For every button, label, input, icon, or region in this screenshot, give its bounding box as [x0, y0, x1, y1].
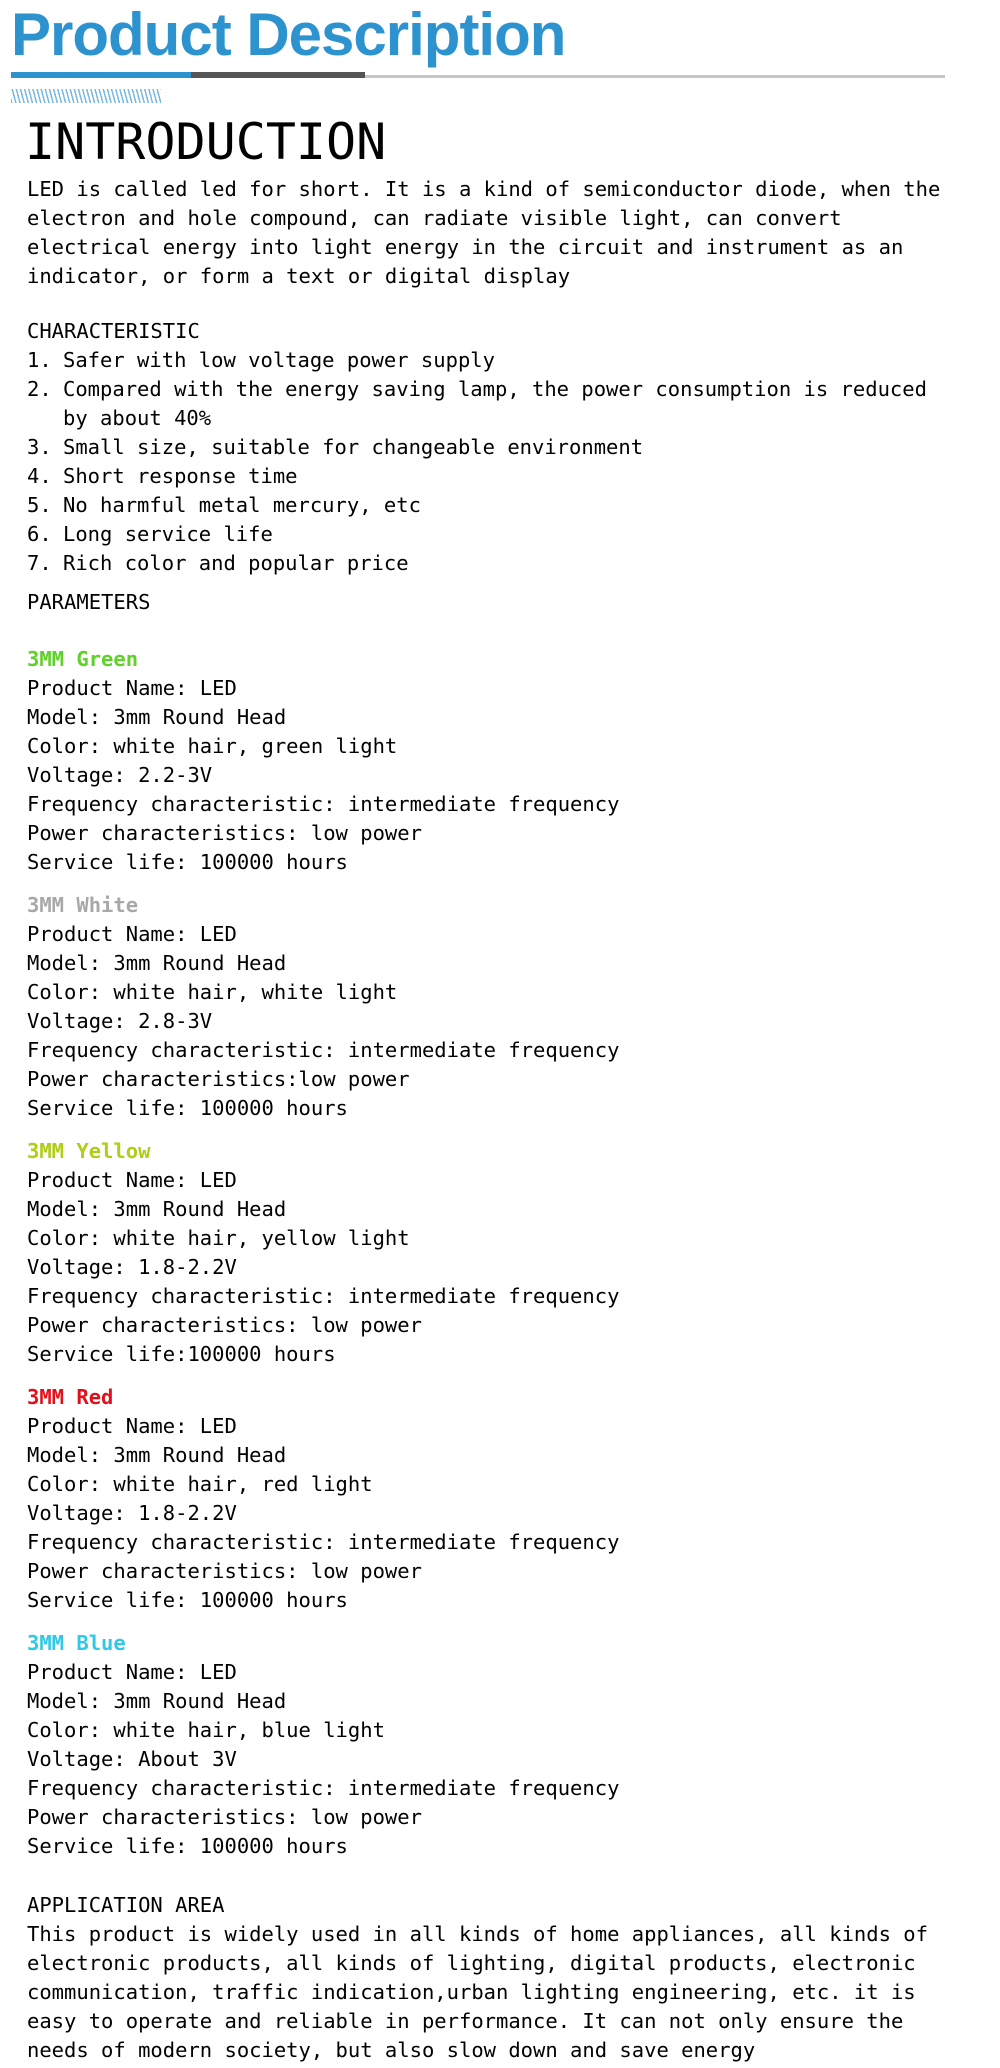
parameters-heading: PARAMETERS: [27, 590, 151, 614]
list-item: [27, 549, 947, 578]
list-item: [27, 520, 947, 549]
spec-frequency: Frequency characteristic: intermediate frequency: [27, 1038, 620, 1062]
list-number: 5.: [27, 493, 52, 517]
variant-title: 3MM White: [27, 893, 139, 917]
spec-product-name: Product Name: LED: [27, 922, 237, 946]
spec-color: Color: white hair, blue light: [27, 1718, 385, 1742]
spec-frequency: Frequency characteristic: intermediate frequency: [27, 1530, 620, 1554]
list-text: Short response time: [63, 464, 298, 488]
characteristic-list: [27, 346, 947, 578]
spec-power: Power characteristics:low power: [27, 1067, 410, 1091]
spec-product-name: Product Name: LED: [27, 1414, 237, 1438]
description-body: [27, 175, 977, 2065]
list-number: 4.: [27, 464, 52, 488]
spec-service-life: Service life:100000 hours: [27, 1342, 336, 1366]
spec-power: Power characteristics: low power: [27, 1313, 422, 1337]
spec-service-life: Service life: 100000 hours: [27, 850, 348, 874]
title-underline-dark: [191, 72, 365, 78]
spec-service-life: Service life: 100000 hours: [27, 1834, 348, 1858]
list-item: [27, 433, 947, 462]
variant-green: [27, 645, 977, 877]
spec-service-life: Service life: 100000 hours: [27, 1588, 348, 1612]
variant-title: 3MM Red: [27, 1385, 114, 1409]
list-text: Small size, suitable for changeable environment: [63, 435, 644, 459]
spec-color: Color: white hair, yellow light: [27, 1226, 410, 1250]
intro-paragraph: LED is called led for short. It is a kind of semiconductor diode, when the electron and hole compound, can radiate visible light, can convert electrical energy into light energy in the circuit and instrument as an indicator, or form a text or digital display: [27, 177, 941, 288]
variant-title: 3MM Green: [27, 647, 139, 671]
spec-model: Model: 3mm Round Head: [27, 1443, 287, 1467]
spec-frequency: Frequency characteristic: intermediate frequency: [27, 792, 620, 816]
spec-color: Color: white hair, red light: [27, 1472, 373, 1496]
spec-voltage: Voltage: About 3V: [27, 1747, 237, 1771]
spec-voltage: Voltage: 1.8-2.2V: [27, 1501, 237, 1525]
spec-color: Color: white hair, green light: [27, 734, 398, 758]
spec-service-life: Service life: 100000 hours: [27, 1096, 348, 1120]
application-paragraph: This product is widely used in all kinds of home appliances, all kinds of electronic products, all kinds of lighting, digital products, electronic communication, traffic indication,urban lighting engineering, etc. it is easy to operate and reliable in performance. It can not only ensure the needs of modern society, but also slow down and save energy: [27, 1922, 928, 2062]
list-item: [27, 462, 947, 491]
list-text: Safer with low voltage power supply: [63, 348, 495, 372]
list-item: [27, 375, 947, 433]
variant-blue: [27, 1629, 977, 1861]
spec-frequency: Frequency characteristic: intermediate frequency: [27, 1776, 620, 1800]
list-text: Long service life: [63, 522, 273, 546]
list-number: 3.: [27, 435, 52, 459]
spec-voltage: Voltage: 1.8-2.2V: [27, 1255, 237, 1279]
decorative-hatch: [11, 89, 161, 103]
spec-product-name: Product Name: LED: [27, 676, 237, 700]
spec-color: Color: white hair, white light: [27, 980, 398, 1004]
spec-power: Power characteristics: low power: [27, 1805, 422, 1829]
spec-power: Power characteristics: low power: [27, 1559, 422, 1583]
spec-model: Model: 3mm Round Head: [27, 1197, 287, 1221]
list-text: Compared with the energy saving lamp, the power consumption is reduced by about 40%: [63, 377, 927, 430]
list-text: No harmful metal mercury, etc: [63, 493, 421, 517]
variant-title: 3MM Blue: [27, 1631, 126, 1655]
list-number: 1.: [27, 348, 52, 372]
list-item: [27, 346, 947, 375]
spec-voltage: Voltage: 2.8-3V: [27, 1009, 213, 1033]
variant-red: [27, 1383, 977, 1615]
spec-voltage: Voltage: 2.2-3V: [27, 763, 213, 787]
list-text: Rich color and popular price: [63, 551, 409, 575]
spec-product-name: Product Name: LED: [27, 1168, 237, 1192]
list-number: 2.: [27, 377, 52, 401]
title-underline-accent: [11, 72, 191, 78]
list-number: 7.: [27, 551, 52, 575]
application-heading: APPLICATION AREA: [27, 1893, 225, 1917]
spec-model: Model: 3mm Round Head: [27, 1689, 287, 1713]
spec-product-name: Product Name: LED: [27, 1660, 237, 1684]
spec-power: Power characteristics: low power: [27, 821, 422, 845]
variant-yellow: [27, 1137, 977, 1369]
page-title: Product Description: [11, 1, 566, 68]
spec-frequency: Frequency characteristic: intermediate frequency: [27, 1284, 620, 1308]
variant-white: [27, 891, 977, 1123]
list-item: [27, 491, 947, 520]
intro-heading: INTRODUCTION: [25, 113, 387, 171]
spec-model: Model: 3mm Round Head: [27, 705, 287, 729]
characteristic-heading: CHARACTERISTIC: [27, 319, 200, 343]
variant-title: 3MM Yellow: [27, 1139, 151, 1163]
list-number: 6.: [27, 522, 52, 546]
spec-model: Model: 3mm Round Head: [27, 951, 287, 975]
